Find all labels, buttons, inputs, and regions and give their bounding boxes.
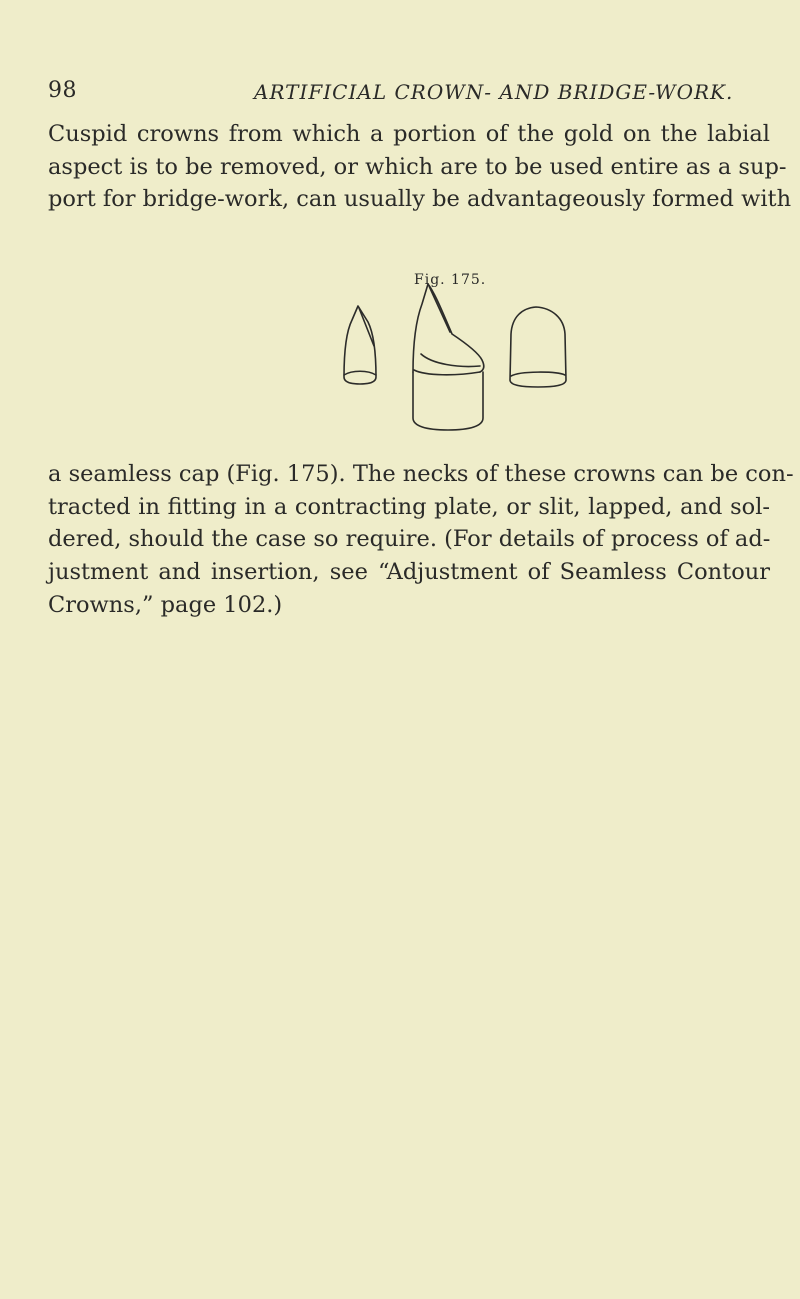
text-line: port for bridge-work, can usually be advantageously formed with bbox=[48, 186, 792, 213]
text-line: Cuspid crowns from which a portion of the gold on the labial bbox=[48, 121, 770, 147]
text-line: Crowns,” page 102.) bbox=[48, 591, 283, 618]
text-line: justment and insertion, see “Adjustment of Seamless Contour bbox=[48, 559, 770, 586]
paragraph-2 bbox=[48, 458, 794, 622]
page-number: 98 bbox=[48, 78, 77, 103]
crown-illustration bbox=[330, 272, 590, 447]
figure-175 bbox=[330, 272, 590, 447]
cuspid-cap-left bbox=[344, 306, 376, 384]
seamless-cap-right bbox=[510, 307, 566, 387]
paragraph-1 bbox=[48, 118, 792, 216]
cuspid-crown-center bbox=[413, 284, 484, 430]
figure-caption: Fig. 175. bbox=[414, 272, 487, 288]
text-line: aspect is to be removed, or which are to be used entire as a sup- bbox=[48, 153, 787, 180]
text-line: tracted in fitting in a contracting plate, or slit, lapped, and sol- bbox=[48, 493, 770, 520]
running-head: ARTIFICIAL CROWN- AND BRIDGE-WORK. bbox=[254, 80, 734, 104]
text-line: dered, should the case so require. (For details of process of ad- bbox=[48, 526, 771, 553]
text-line: a seamless cap (Fig. 175). The necks of these crowns can be con- bbox=[48, 461, 794, 487]
